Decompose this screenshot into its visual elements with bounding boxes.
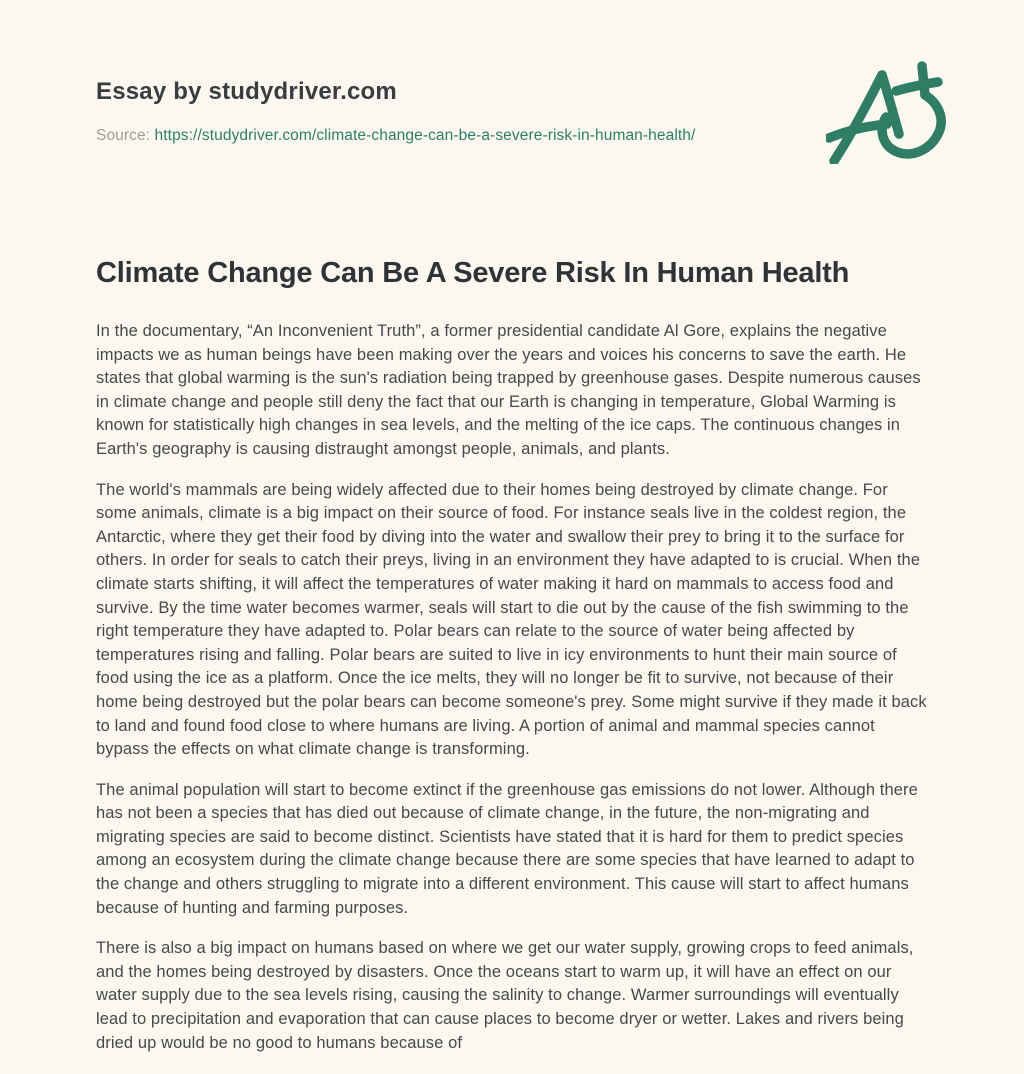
essay-paragraph: There is also a big impact on humans based on where we get our water supply, growing crops to feed animals, and the homes being destroyed by disasters. Once the oceans start to warm up, it will have an effect on our water supply due to the sea levels rising, causing the salinity to change. Warmer surroundings will eventually lead to precipitation and evaporation that can cause places to become dryer or wetter. Lakes and rivers being dried up would be no good to humans because of bbox=[96, 939, 914, 1052]
essay-title: Climate Change Can Be A Severe Risk In Human Health bbox=[96, 257, 850, 289]
source-line bbox=[96, 127, 928, 145]
essay-paragraph: The world's mammals are being widely affected due to their homes being destroyed by climate change. For some animals, climate is a big impact on their source of food. For instance seals live in the coldest region, the Antarctic, where they get their food by diving into the water and swallow their prey to bring it to the surface for others. In order for seals to catch their preys, living in an environment they have adapted to is crucial. When the climate starts shifting, it will affect the temperatures of water making it hard on mammals to access food and survive. By the time water becomes warmer, seals will start to die out by the cause of the fish swimming to the right temperature they have adapted to. Polar bears can relate to the source of water being affected by temperatures rising and falling. Polar bears are suited to live in icy environments to hunt their main source of food using the ice as a platform. Once the ice melts, they will no longer be fit to survive, not because of their home being destroyed but the polar bears can become someone's prey. Some might survive if they made it back to land and found food close to where humans are living. A portion of animal and mammal species cannot bypass the effects on what climate change is transforming. bbox=[96, 480, 927, 759]
source-link[interactable]: https://studydriver.com/climate-change-can-be-a-severe-risk-in-human-health/ bbox=[154, 127, 696, 144]
byline: Essay by studydriver.com bbox=[96, 78, 397, 105]
source-label: Source: bbox=[96, 127, 151, 144]
essay-paragraph: The animal population will start to become extinct if the greenhouse gas emissions do not lower. Although there has not been a species that has died out because of climate change, in the future, the non-migrating and migrating species are said to become distinct. Scientists have stated that it is hard for them to predict species among an ecosystem during the climate change because there are some species that have learned to adapt to the change and others struggling to migrate into a different environment. This cause will start to affect humans because of hunting and farming purposes. bbox=[96, 780, 918, 917]
essay-body bbox=[96, 320, 928, 1055]
essay-paragraph: In the documentary, “An Inconvenient Truth”, a former presidential candidate Al Gore, explains the negative impacts we as human beings have been making over the years and voices his concerns to save the earth. He states that global warming is the sun's radiation being trapped by greenhouse gases. Despite numerous causes in climate change and people still deny the fact that our Earth is changing in temperature, Global Warming is known for statistically high changes in sea levels, and the melting of the ice caps. The continuous changes in Earth's geography is causing distraught amongst people, animals, and plants. bbox=[96, 322, 921, 458]
studydriver-a-plus-logo-icon bbox=[826, 60, 950, 164]
